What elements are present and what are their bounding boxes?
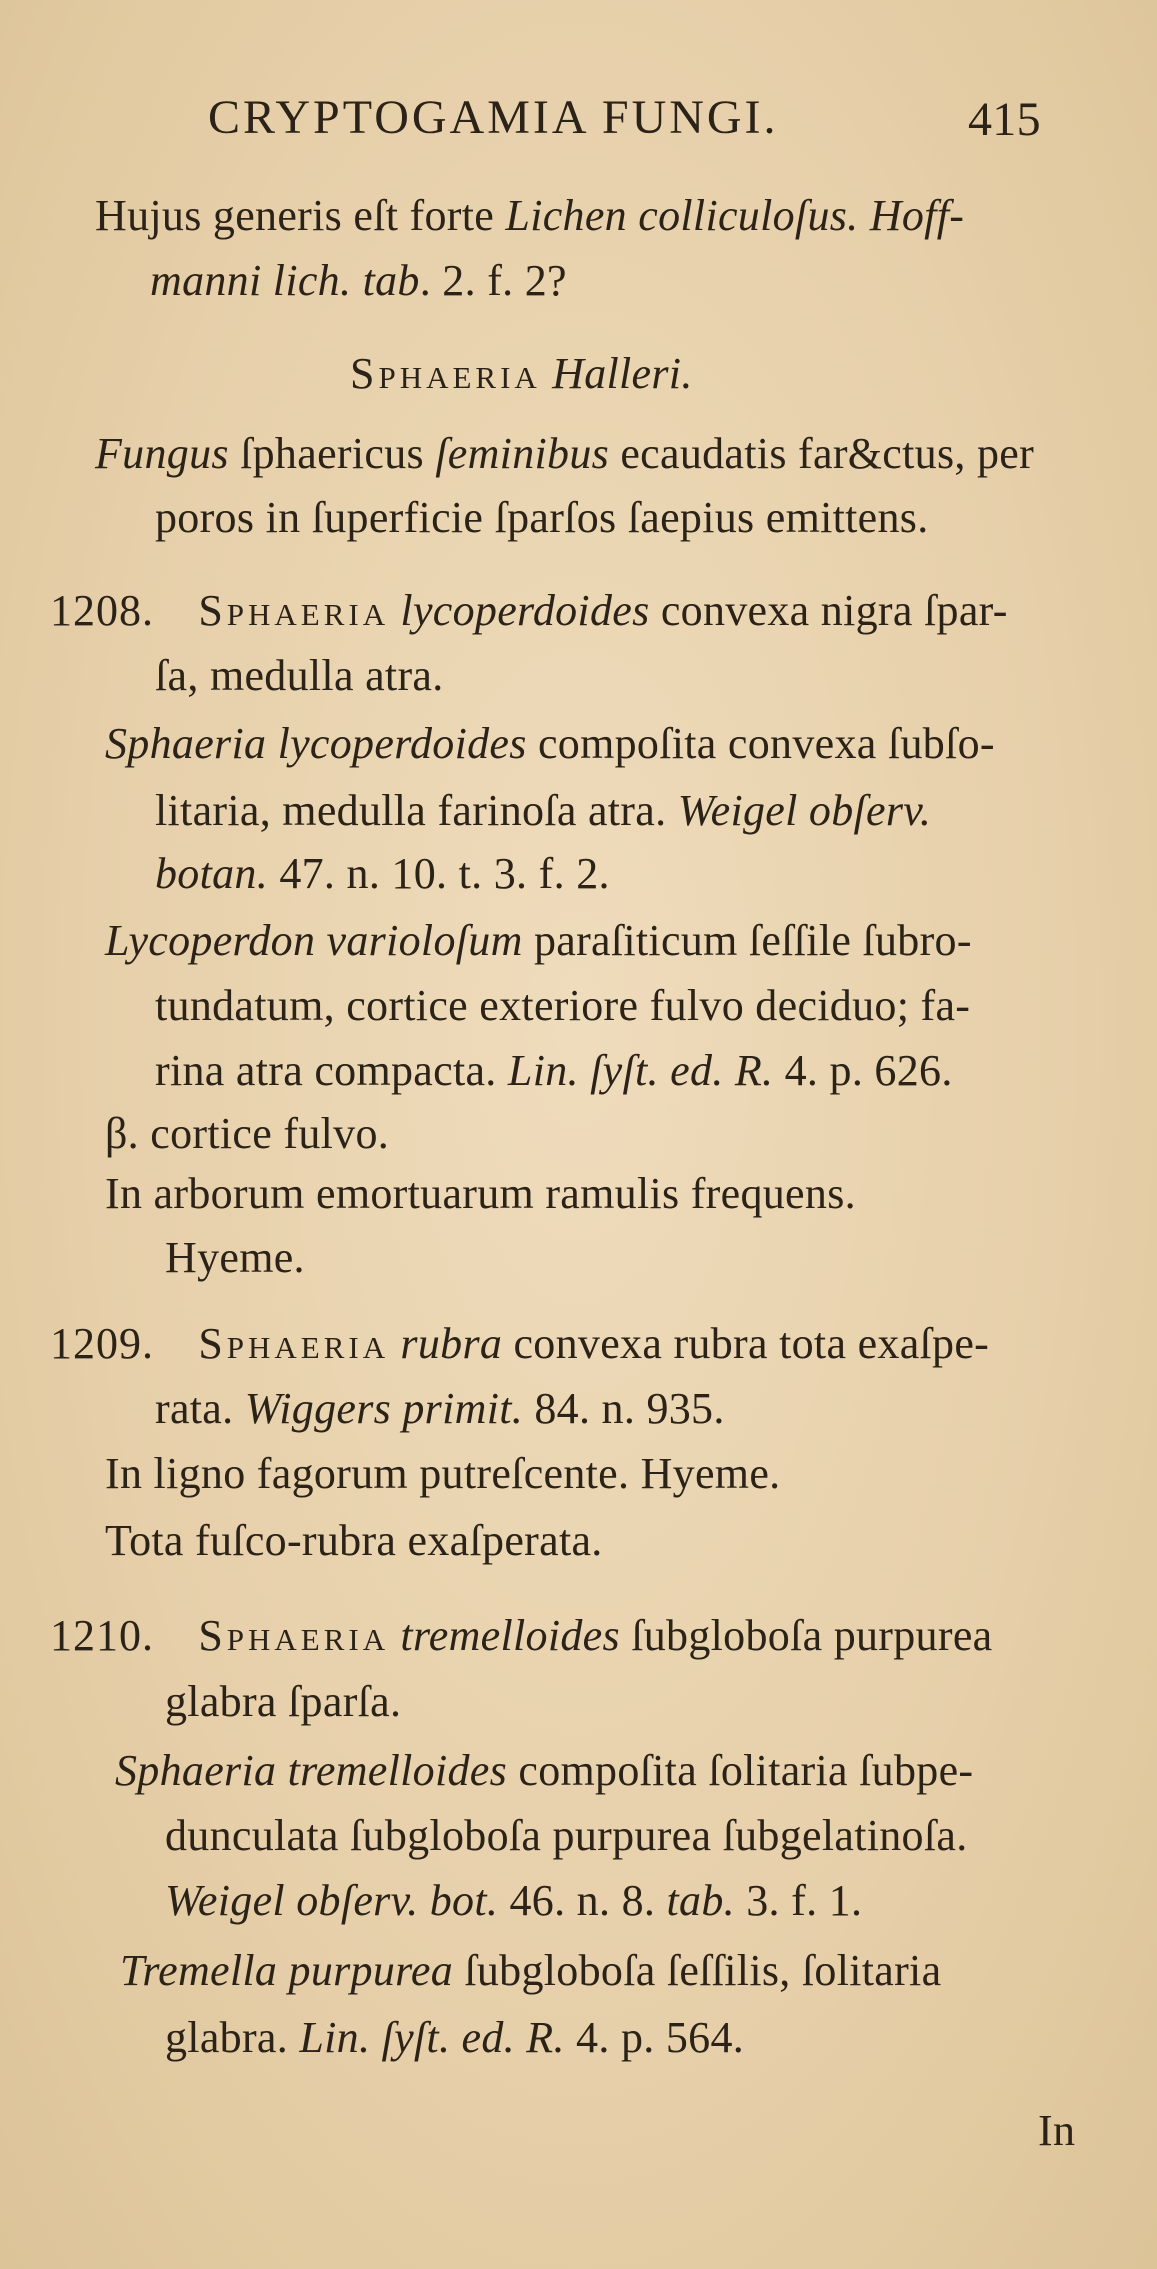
running-title: CRYPTOGAMIA FUNGI. (208, 91, 779, 144)
text-line: β. cortice fulvo. (105, 1109, 390, 1158)
species-entry-1208: 1208. Sphaeria lycoperdoides convexa nigra ſpar- (50, 586, 1008, 635)
text-line: glabra ſparſa. (165, 1677, 402, 1726)
text-line: litaria, medulla farinoſa atra. Weigel obſerv. (155, 786, 932, 835)
text-line: tundatum, cortice exteriore fulvo deciduo; fa- (155, 981, 971, 1030)
text-line: rata. Wiggers primit. 84. n. 935. (155, 1384, 725, 1433)
catchword: In (1038, 2106, 1076, 2155)
text-line: Tota fuſco-rubra exaſperata. (105, 1516, 603, 1565)
text-line: glabra. Lin. ſyſt. ed. R. 4. p. 564. (165, 2013, 745, 2062)
text-line: Sphaeria lycoperdoides compoſita convexa ſubſo- (105, 719, 995, 768)
text-line: Sphaeria tremelloides compoſita ſolitaria ſubpe- (115, 1746, 974, 1795)
text-line: rina atra compacta. Lin. ſyſt. ed. R. 4. p. 626. (155, 1046, 953, 1095)
text-line: poros in ſuperficie ſparſos ſaepius emittens. (155, 493, 929, 542)
text-line: manni lich. tab. 2. f. 2? (150, 256, 567, 305)
page-number: 415 (968, 93, 1041, 146)
text-line: Hyeme. (165, 1233, 305, 1282)
species-entry-1210: 1210. Sphaeria tremelloides ſubgloboſa purpurea (50, 1611, 993, 1660)
text-line: In ligno fagorum putreſcente. Hyeme. (105, 1449, 781, 1498)
species-entry-1209: 1209. Sphaeria rubra convexa rubra tota exaſpe- (50, 1319, 990, 1368)
text-line: In arborum emortuarum ramulis frequens. (105, 1169, 856, 1218)
text-line: dunculata ſubgloboſa purpurea ſubgelatinoſa. (165, 1811, 968, 1860)
text-line: Fungus ſphaericus ſeminibus ecaudatis far&ctus, per (95, 429, 1035, 478)
text-line: Lycoperdon varioloſum paraſiticum ſeſſile ſubro- (105, 916, 972, 965)
text-line: Hujus generis eſt forte Lichen colliculoſus. Hoff- (95, 191, 965, 240)
text-line: botan. 47. n. 10. t. 3. f. 2. (155, 849, 610, 898)
species-heading: Sphaeria Halleri. (350, 349, 693, 398)
text-line: Weigel obſerv. bot. 46. n. 8. tab. 3. f. 1. (165, 1876, 863, 1925)
text-line: Tremella purpurea ſubgloboſa ſeſſilis, ſolitaria (120, 1946, 942, 1995)
text-line: ſa, medulla atra. (155, 651, 444, 700)
